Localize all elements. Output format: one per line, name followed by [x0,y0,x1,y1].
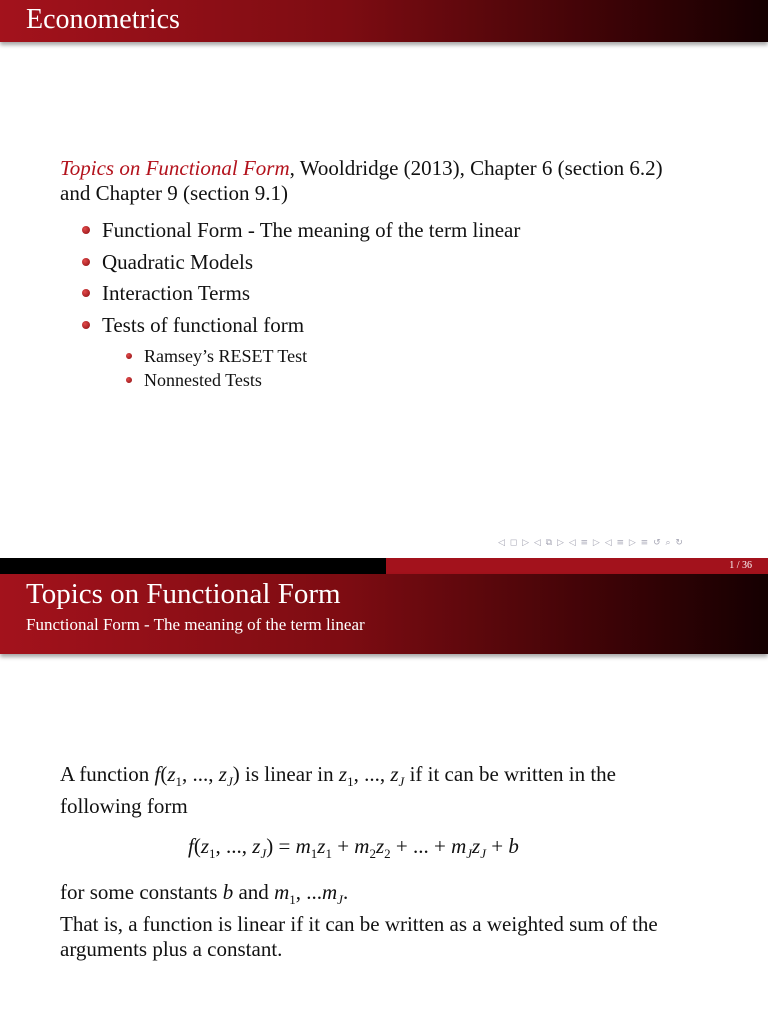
list-item: Tests of functional form [82,311,520,343]
bullet-icon [82,321,90,329]
bullet-icon [82,289,90,297]
list-item: Quadratic Models [82,248,520,280]
math-expression: f [154,762,161,786]
reference-details: , Wooldridge (2013), Chapter 6 (section 6.2) [289,156,663,180]
definition-paragraph: A function $f(z_1$, ..., $z_J$) is linear in $z_1$, ..., $z_J$ if it can be written in the following form [60,762,616,819]
slide-header [0,0,768,42]
topic-list [82,216,520,342]
beamer-navigation-symbols[interactable]: ◁ ◻ ▷ ◁ ⧉ ▷ ◁ ≡ ▷ ◁ ≡ ▷ ≡ ↺ ⌕ ↻ [498,538,684,548]
intro-paragraph [60,156,740,206]
list-item: Interaction Terms [82,279,520,311]
slide-subtitle: Functional Form - The meaning of the term linear [26,615,365,634]
bullet-icon [82,258,90,266]
list-item: Ramsey’s RESET Test [126,344,307,368]
linear-equation: $f(z_1$, ..., $z_J) = m_1z_1 + m_2z_2$ + ... + $m_Jz_J + b$ [188,834,519,862]
list-item: Nonnested Tests [126,368,307,392]
slide-2 [0,558,768,1024]
reference-details-line2: and Chapter 9 (section 9.1) [60,181,289,205]
reference-title: Topics on Functional Form [60,156,290,180]
slide-title: Econometrics [26,4,180,35]
explanation-paragraph: for some constants b and $m_1$, $...m_J$. That is, a function is linear if it can be written as a weighted sum of the arguments plus a constant. [60,880,658,962]
slide-title: Topics on Functional Form [26,578,341,610]
bullet-icon [126,353,132,359]
bullet-icon [126,377,132,383]
list-item: Functional Form - The meaning of the term linear [82,216,520,248]
bullet-icon [82,226,90,234]
page-number: 1 / 36 [729,560,752,571]
footer-strip [0,558,768,574]
subtopic-list [126,344,307,392]
slide-header [0,574,768,654]
